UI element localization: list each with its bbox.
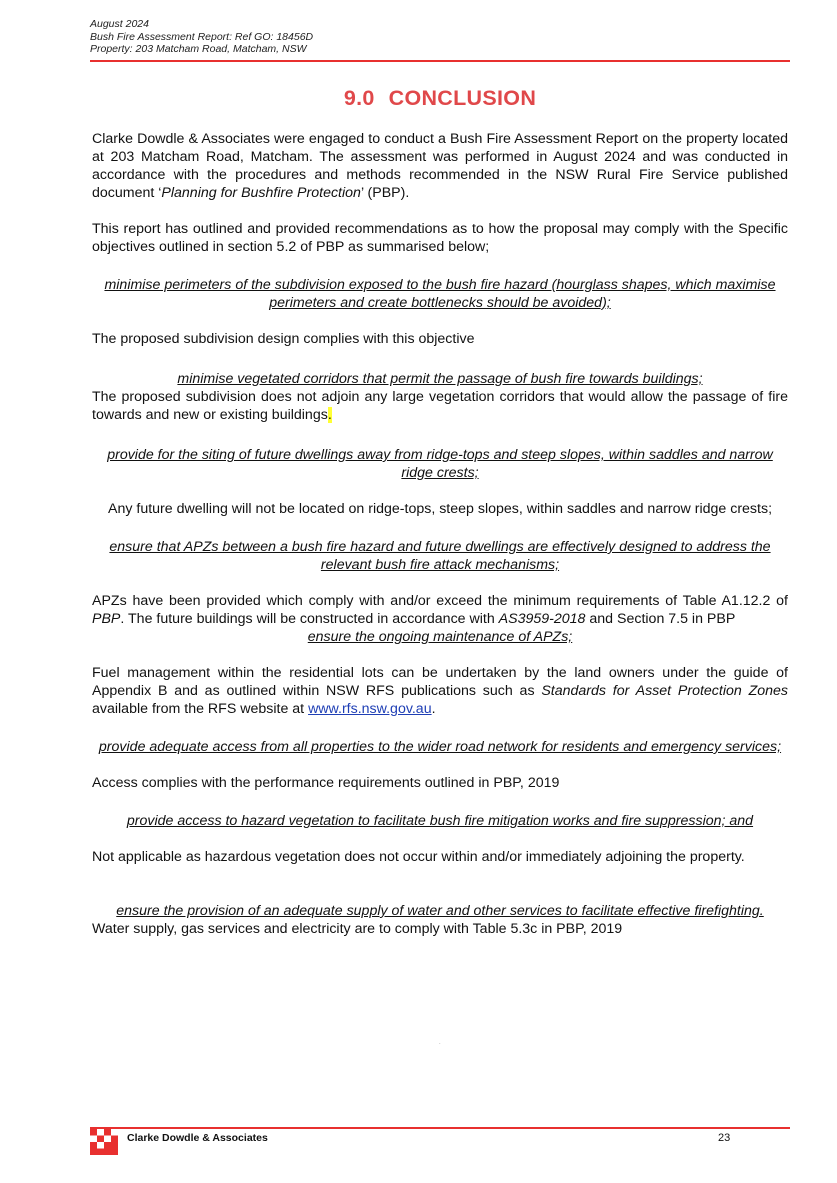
objective-4: ensure that APZs between a bush fire hazard and future dwellings are effectively designed to address the relevant bush fire attack mechanisms;: [109, 539, 771, 573]
response-4: APZs have been provided which comply with and/or exceed the minimum requirements of Table A1.12.2 of PBP. The future buildings will be constructed in accordance with AS3959-2018 and Section 7.5 in PBP: [92, 593, 788, 627]
header-date: August 2024: [90, 18, 149, 30]
response-3: Any future dwelling will not be located on ridge-tops, steep slopes, within saddles and narrow ridge crests;: [107, 501, 773, 517]
page-number: 23: [718, 1132, 731, 1144]
header-property: Property: 203 Matcham Road, Matcham, NSW: [90, 43, 307, 55]
stray-mark: .: [439, 1040, 441, 1046]
section-number: 9.0: [343, 86, 375, 110]
pbp-doc-title: Planning for Bushfire Protection: [161, 185, 361, 201]
response-7: Not applicable as hazardous vegetation does not occur within and/or immediately adjoining the property.: [92, 849, 745, 865]
response-1: The proposed subdivision design complies with this objective: [92, 331, 475, 347]
footer-company-name: Clarke Dowdle & Associates: [127, 1132, 268, 1144]
section-title-text: CONCLUSION: [388, 86, 537, 110]
header-divider: [90, 60, 790, 62]
page-header: [90, 18, 790, 56]
response-6: Access complies with the performance requirements outlined in PBP, 2019: [92, 775, 560, 791]
objective-3: provide for the siting of future dwellings away from ridge-tops and steep slopes, within saddles and narrow ridge crests;: [107, 447, 773, 481]
response-5: Fuel management within the residential lots can be undertaken by the land owners under the guide of Appendix B and as outlined within NSW RFS publications such as Standards for Asset Protection Zones available from the RFS website at www.rfs.nsw.gov.au.: [92, 665, 788, 717]
objective-2: minimise vegetated corridors that permit the passage of bush fire towards buildings;: [177, 371, 703, 387]
section-title: [90, 86, 790, 111]
response-8: Water supply, gas services and electricity are to comply with Table 5.3c in PBP, 2019: [92, 921, 623, 937]
rfs-website-link[interactable]: www.rfs.nsw.gov.au: [308, 701, 432, 717]
header-report-ref: Bush Fire Assessment Report: Ref GO: 18456D: [90, 30, 314, 43]
intro-paragraph-1: Clarke Dowdle & Associates were engaged to conduct a Bush Fire Assessment Report on the property located at 203 Matcham Road, Matcham. The assessment was performed in August 2024 and was conducted in accordance with the procedures and methods recommended in the NSW Rural Fire Service published document ‘Planning for Bushfire Protection’ (PBP).: [92, 131, 788, 201]
footer-divider: [90, 1127, 790, 1129]
objective-7: provide access to hazard vegetation to facilitate bush fire mitigation works and fire suppression; and: [126, 813, 754, 829]
company-logo-icon: [90, 1129, 118, 1155]
intro-paragraph-2: This report has outlined and provided recommendations as to how the proposal may comply with the Specific objectives outlined in section 5.2 of PBP as summarised below;: [92, 221, 788, 255]
response-2: The proposed subdivision does not adjoin any large vegetation corridors that would allow the passage of fire towards and new or existing buildings.: [92, 389, 788, 423]
page-body: [92, 130, 788, 938]
objective-1: minimise perimeters of the subdivision exposed to the bush fire hazard (hourglass shapes, which maximise perimeters and create bottlenecks should be avoided);: [104, 277, 776, 311]
highlighted-period: .: [327, 407, 332, 423]
objective-8: ensure the provision of an adequate supply of water and other services to facilitate effective firefighting.: [116, 903, 764, 919]
objective-5: ensure the ongoing maintenance of APZs;: [307, 629, 573, 645]
objective-6: provide adequate access from all properties to the wider road network for residents and emergency services;: [98, 739, 782, 755]
